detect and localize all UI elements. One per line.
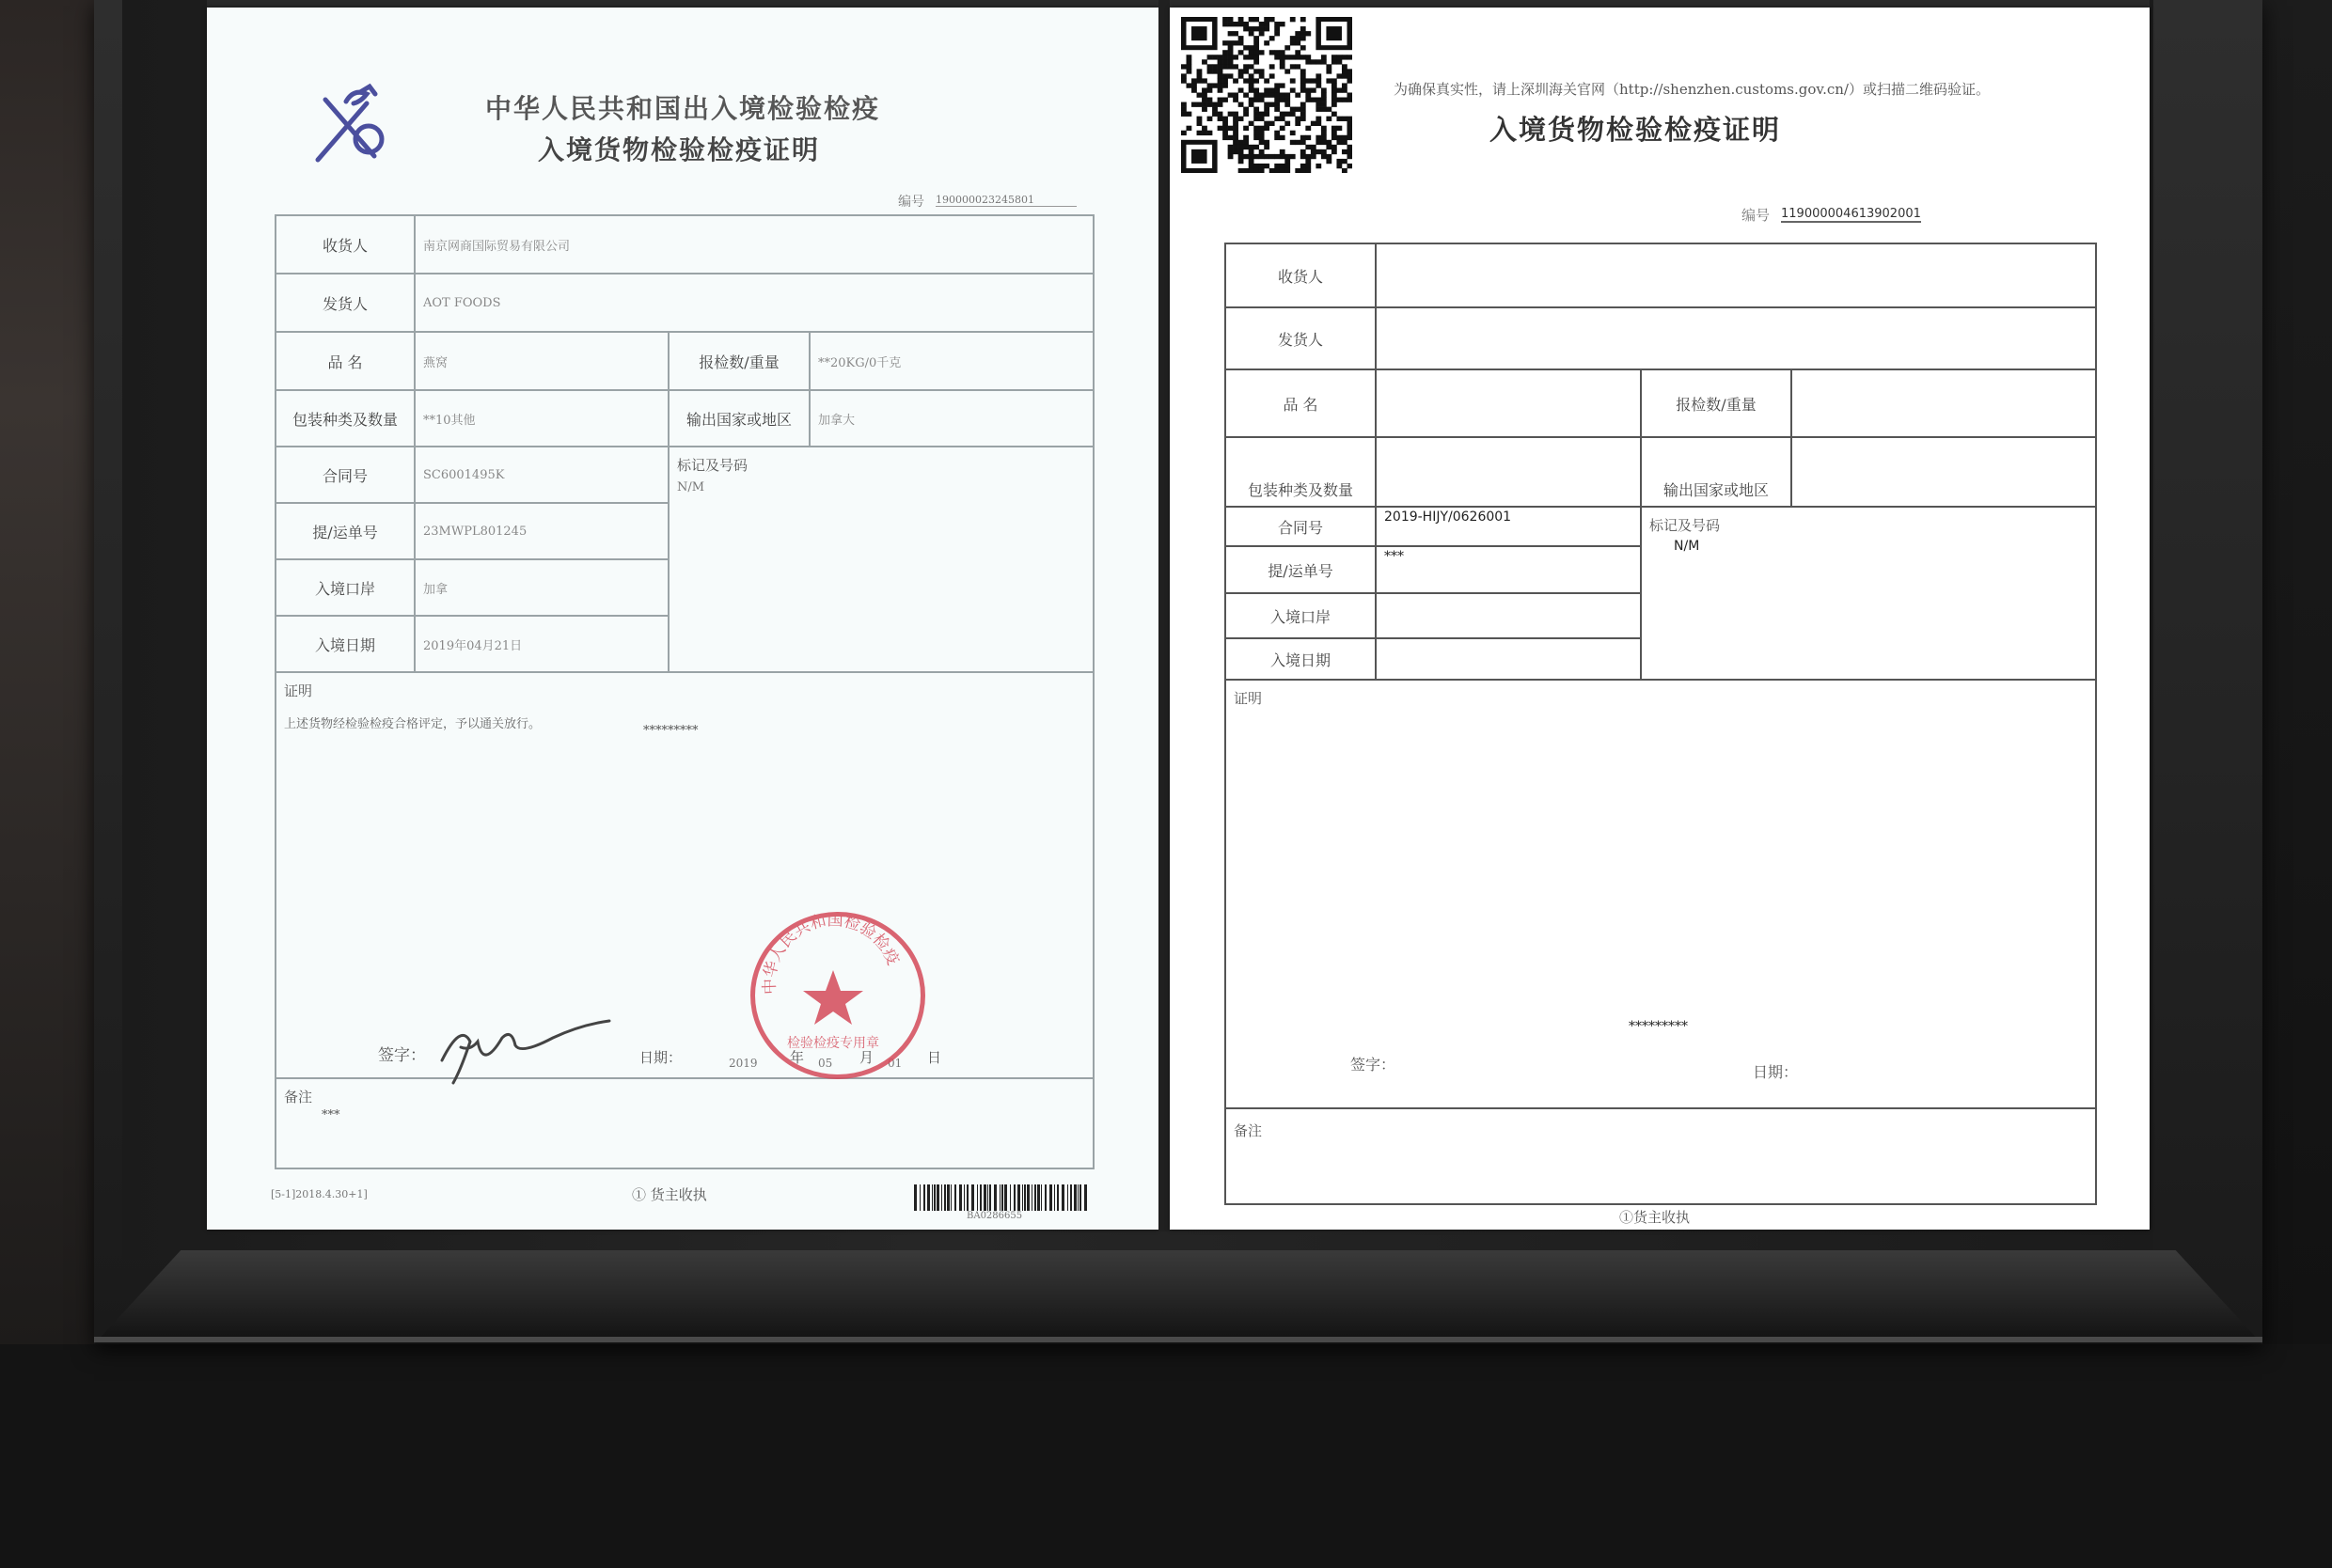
left-signature-label: 签字：	[378, 1046, 426, 1065]
consignor-value: AOT FOODS	[415, 274, 1094, 332]
right-marks-label: 标记及号码	[1649, 517, 1721, 534]
consignor-label: 发货人	[276, 274, 415, 332]
right-contract-label: 合同号	[1225, 507, 1376, 546]
package-label: 包装种类及数量	[276, 390, 415, 447]
certification-text: 上述货物经检验检疫合格评定，予以通关放行。	[284, 717, 542, 731]
right-form-table	[1224, 243, 2097, 1205]
right-date-value	[1376, 638, 1641, 680]
right-verification-notice: 为确保真实性，请上深圳海关官网（http://shenzhen.customs.gov.cn/）或扫描二维码验证。	[1394, 81, 1990, 98]
left-date-sign-day: 01	[888, 1057, 903, 1070]
barcode-icon	[914, 1184, 1091, 1211]
right-consignee-value	[1376, 243, 2096, 307]
right-title: 入境货物检验检疫证明	[1489, 114, 1782, 146]
origin-label: 输出国家或地区	[669, 390, 810, 447]
handwritten-signature	[433, 1013, 611, 1089]
right-certificate	[1170, 8, 2150, 1230]
right-product-label: 品 名	[1225, 369, 1376, 437]
right-port-value	[1376, 593, 1641, 638]
remarks-cell	[276, 1078, 1094, 1168]
product-value: 燕窝	[415, 332, 669, 390]
right-serial-label: 编号	[1741, 207, 1771, 224]
left-date-sign-year-suffix: 年	[790, 1049, 805, 1066]
right-consignor-value	[1376, 307, 2096, 369]
port-label: 入境口岸	[276, 559, 415, 616]
product-label: 品 名	[276, 332, 415, 390]
left-certificate	[207, 8, 1158, 1230]
right-footer-copy-note: ①货主收执	[1619, 1209, 1691, 1226]
consignee-label: 收货人	[276, 215, 415, 274]
right-contract-value: 2019-HIJY/0626001	[1376, 507, 1641, 546]
right-consignor-label: 发货人	[1225, 307, 1376, 369]
certification-stars: *********	[643, 724, 699, 738]
right-port-label: 入境口岸	[1225, 593, 1376, 638]
bill-label: 提/运单号	[276, 503, 415, 559]
left-date-sign-month: 05	[818, 1057, 833, 1070]
right-date-sign-label: 日期：	[1753, 1063, 1799, 1081]
right-remarks-cell	[1225, 1108, 2096, 1204]
right-bill-value: ***	[1376, 546, 1641, 593]
right-bill-label: 提/运单号	[1225, 546, 1376, 593]
remarks-label: 备注	[284, 1089, 313, 1105]
bill-value: 23MWPL801245	[415, 503, 669, 559]
right-certification-stars: *********	[1629, 1019, 1688, 1034]
right-quantity-value	[1791, 369, 2096, 437]
right-signature-label: 签字：	[1350, 1056, 1396, 1074]
left-date-sign-year: 2019	[729, 1057, 758, 1070]
marks-label: 标记及号码	[677, 457, 748, 474]
official-seal-stamp	[750, 912, 925, 1079]
quantity-value: **20KG/0千克	[810, 332, 1094, 390]
left-serial-label: 编号	[898, 195, 924, 210]
date-label: 入境日期	[276, 616, 415, 672]
right-package-label: 包装种类及数量	[1225, 437, 1376, 507]
left-date-sign-day-suffix: 日	[927, 1049, 942, 1066]
left-footer-copy-note: ① 货主收执	[632, 1186, 707, 1203]
right-quantity-label: 报检数/重量	[1641, 369, 1791, 437]
right-marks-value: N/M	[1674, 539, 1700, 554]
certification-cell	[276, 672, 1094, 1078]
right-serial-value: 119000004613902001	[1781, 207, 1921, 221]
left-serial-value: 190000023245801	[936, 194, 1077, 207]
left-date-sign-month-suffix: 月	[859, 1049, 874, 1066]
qr-code-icon	[1181, 17, 1352, 173]
frame-center-divider	[1158, 0, 1170, 1231]
date-value: 2019年04月21日	[415, 616, 669, 672]
contract-label: 合同号	[276, 447, 415, 503]
left-footer-form-code: [5-1]2018.4.30+1]	[271, 1188, 368, 1200]
marks-value: N/M	[677, 480, 705, 494]
right-remarks-label: 备注	[1234, 1122, 1263, 1139]
certification-label: 证明	[284, 682, 313, 699]
left-barcode-number: BA0286655	[967, 1211, 1023, 1221]
right-consignee-label: 收货人	[1225, 243, 1376, 307]
right-package-value	[1376, 437, 1641, 507]
port-value: 加拿	[415, 559, 669, 616]
left-date-sign-label: 日期：	[639, 1049, 683, 1066]
svg-text:中华人民共和国检验检疫: 中华人民共和国检验检疫	[760, 912, 903, 996]
left-header-line1: 中华人民共和国出入境检验检疫	[485, 93, 881, 124]
origin-value: 加拿大	[810, 390, 1094, 447]
right-origin-label: 输出国家或地区	[1641, 437, 1791, 507]
package-value: **10其他	[415, 390, 669, 447]
right-origin-value	[1791, 437, 2096, 507]
consignee-value: 南京网商国际贸易有限公司	[415, 215, 1094, 274]
left-form-table	[275, 214, 1095, 1169]
right-product-value	[1376, 369, 1641, 437]
right-marks-cell	[1641, 507, 2096, 680]
frame-bottom-edge	[94, 1337, 2262, 1342]
frame-bottom-bevel	[94, 1250, 2262, 1344]
inspection-emblem-icon	[308, 83, 393, 167]
quantity-label: 报检数/重量	[669, 332, 810, 390]
right-certification-label: 证明	[1234, 690, 1263, 707]
contract-value: SC6001495K	[415, 447, 669, 503]
remarks-value: ***	[322, 1108, 340, 1122]
left-header-line2: 入境货物检验检疫证明	[538, 134, 821, 165]
right-certification-cell	[1225, 680, 2096, 1108]
marks-cell	[669, 447, 1094, 672]
svg-text:检验检疫专用章: 检验检疫专用章	[787, 1036, 879, 1051]
right-date-label: 入境日期	[1225, 638, 1376, 680]
